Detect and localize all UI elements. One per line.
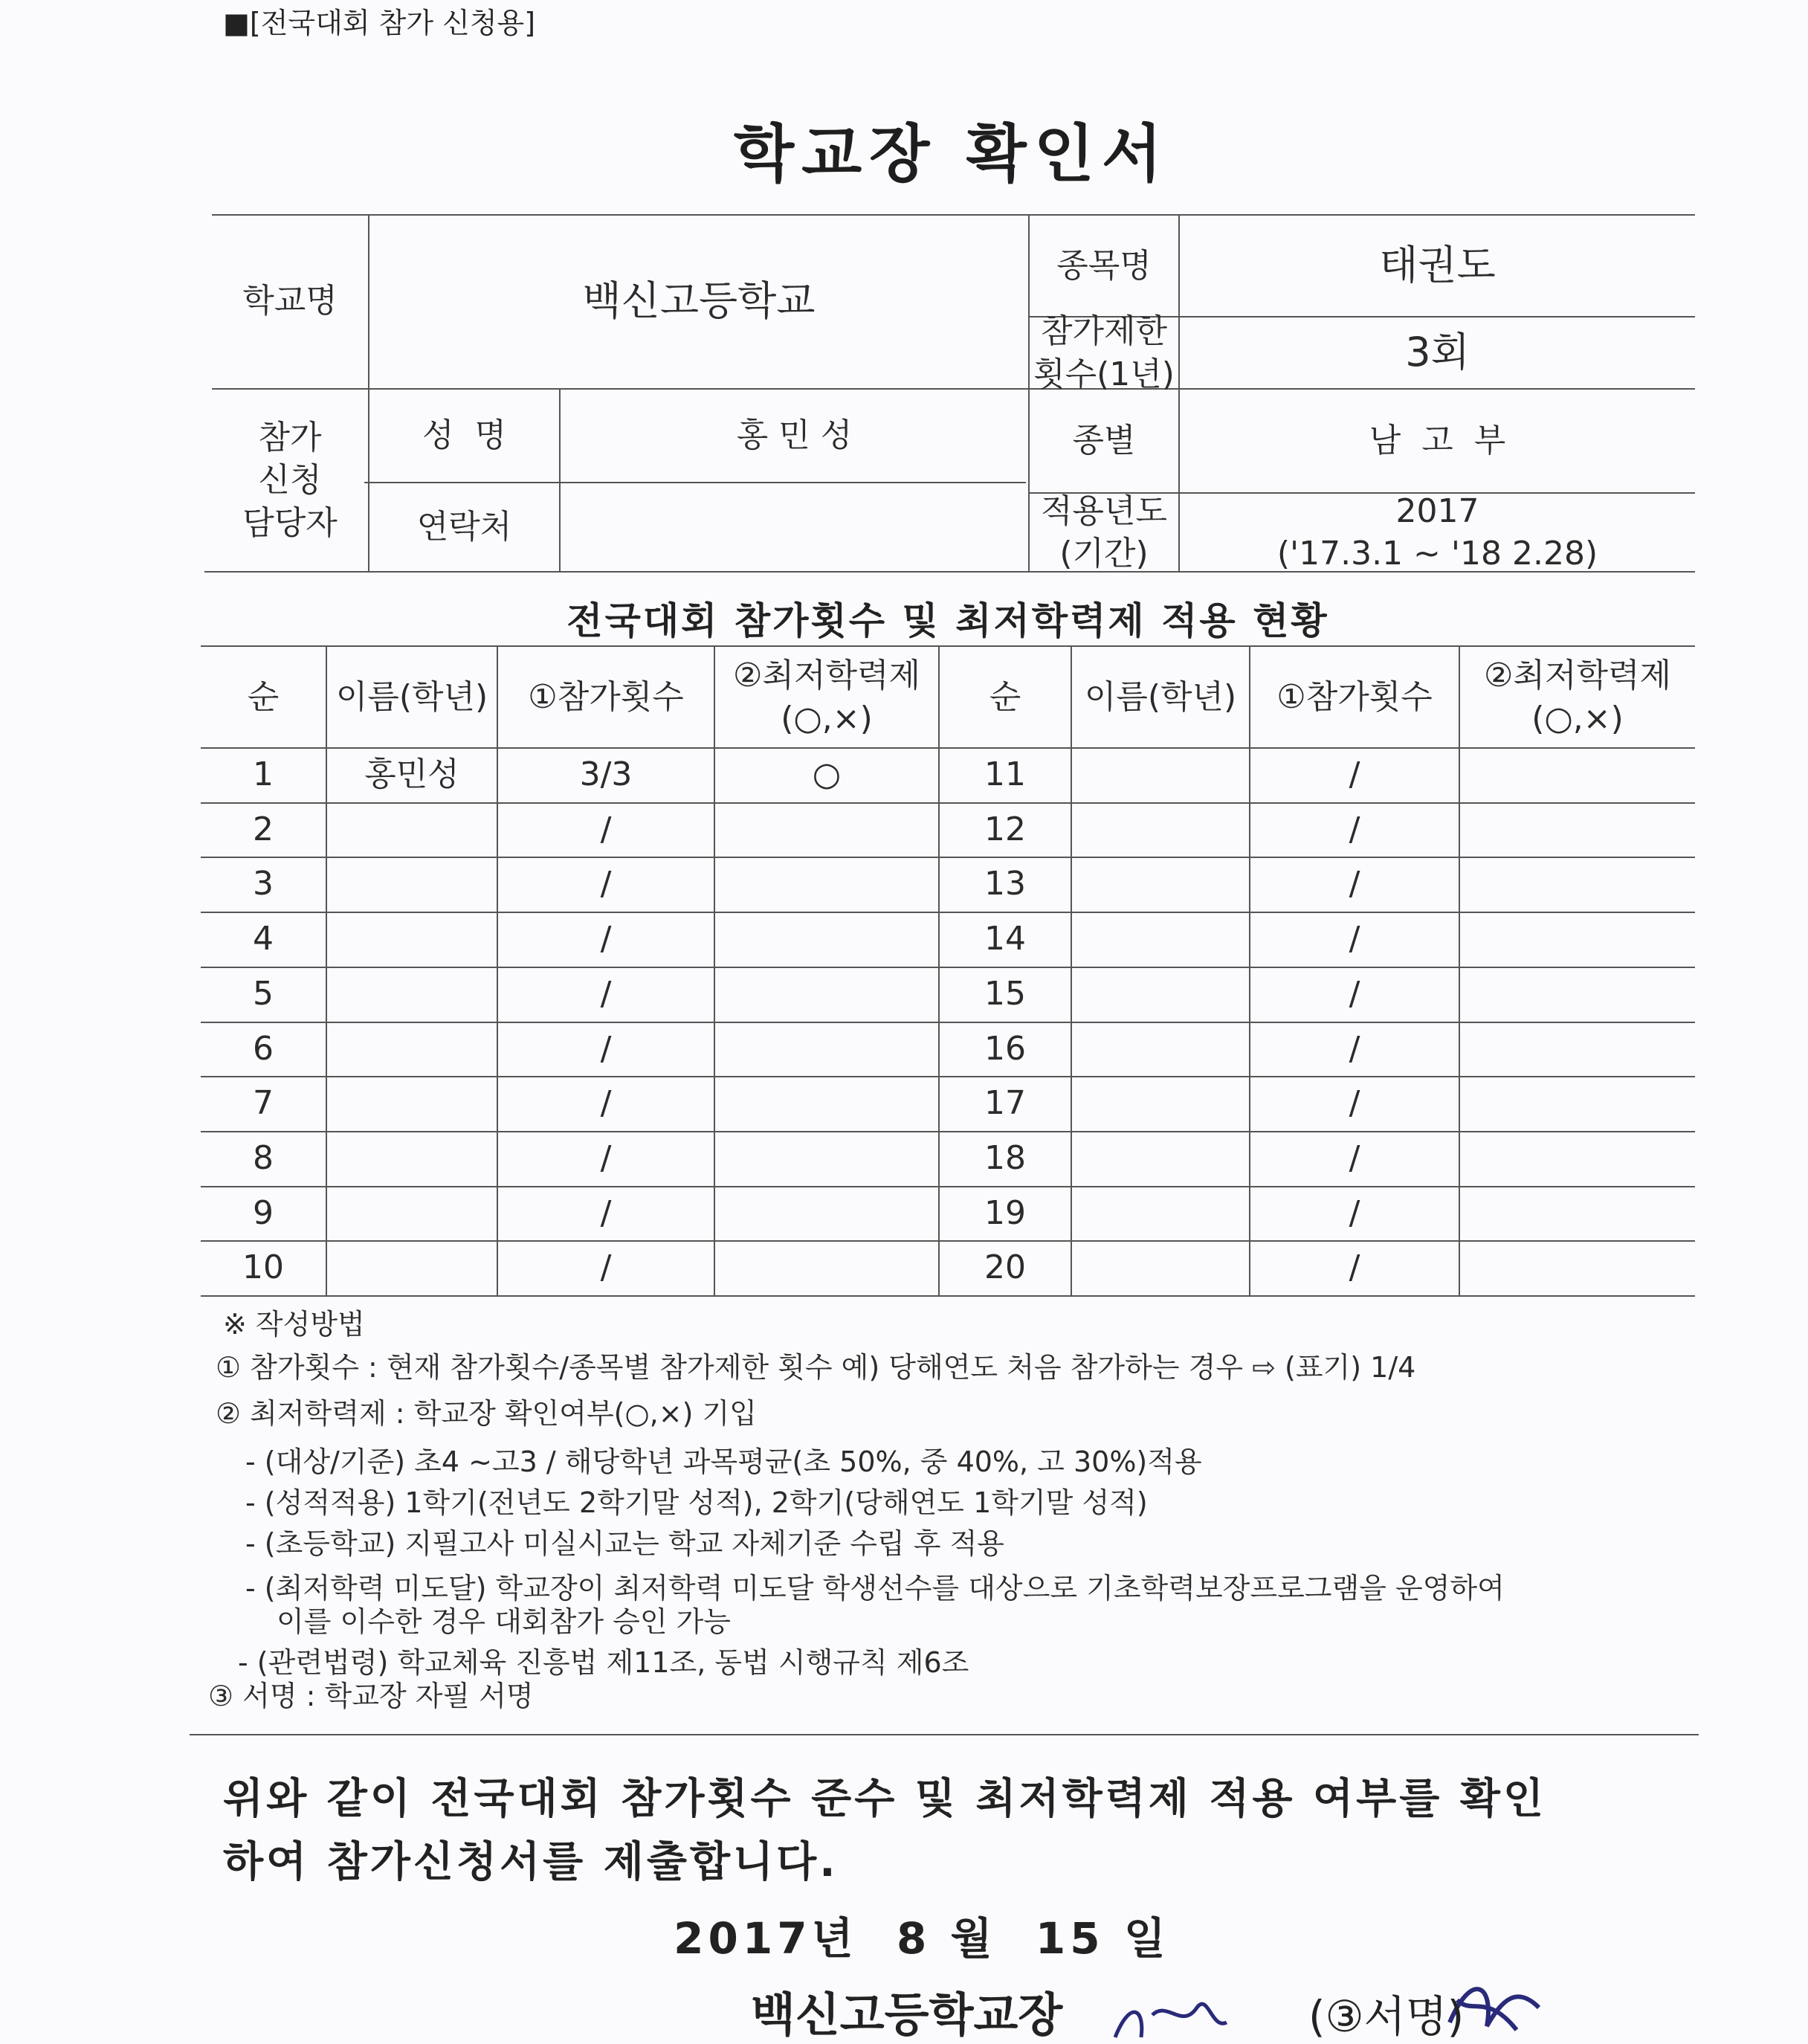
statement-line-1: 위와 같이 전국대회 참가횟수 준수 및 최저학력제 적용 여부를 확인 — [223, 1775, 1547, 1823]
header-count-right: ①참가횟수 — [1276, 677, 1433, 716]
table-cell-left-count: / — [600, 920, 612, 958]
table-cell-left-grade — [715, 967, 938, 1022]
table-cell-left-no: 7 — [253, 1084, 274, 1123]
note-line-8: - (관련법령) 학교체육 진흥법 제11조, 동법 시행규칙 제6조 — [238, 1646, 969, 1679]
table-cell-right-count: / — [1349, 1139, 1360, 1178]
table-cell-left-no: 2 — [253, 810, 274, 849]
table-cell-left-grade — [715, 1186, 938, 1241]
signature-label: (③서명) — [1308, 1991, 1465, 2042]
table-cell-left-count: / — [600, 1139, 612, 1178]
table-cell-left-count: / — [600, 1248, 612, 1287]
table-cell-right-no: 13 — [984, 865, 1026, 903]
note-line-4: - (성적적용) 1학기(전년도 2학기말 성적), 2학기(당해연도 1학기말 성적) — [245, 1486, 1148, 1519]
table-cell-right-no: 18 — [984, 1139, 1026, 1178]
table-cell-left-grade — [715, 912, 938, 967]
table-cell-left-no: 1 — [253, 755, 274, 794]
table-cell-right-no: 11 — [984, 755, 1026, 794]
applied-year-value-line1: 2017 — [1395, 491, 1479, 530]
table-cell-left-name — [327, 1186, 497, 1241]
table-cell-right-grade — [1460, 857, 1695, 912]
table-cell-right-no: 17 — [984, 1084, 1026, 1123]
table-cell-right-name — [1072, 1076, 1249, 1131]
table-cell-right-count: / — [1349, 1248, 1360, 1287]
table-cell-right-no: 16 — [984, 1030, 1026, 1068]
table-cell-left-no: 6 — [253, 1030, 274, 1068]
table-cell-left-no: 9 — [253, 1194, 274, 1233]
table-cell-left-grade: ○ — [812, 755, 842, 794]
table-cell-left-grade — [715, 1022, 938, 1077]
table-cell-right-count: / — [1349, 1030, 1360, 1068]
applied-year-period: ('17.3.1 ~ '18 2.28) — [1276, 535, 1598, 573]
table-cell-left-name — [327, 1240, 497, 1295]
table-cell-right-count: / — [1349, 755, 1360, 794]
table-cell-left-count: / — [600, 1030, 612, 1068]
school-name-label: 학교명 — [242, 282, 338, 320]
contact-person-label-line2: 신청 — [258, 461, 322, 500]
table-cell-right-name — [1072, 1186, 1249, 1241]
note-line-5: - (초등학교) 지필고사 미실시교는 학교 자체기준 수립 후 적용 — [245, 1527, 1004, 1560]
header-min-grade-left-line2: (○,×) — [781, 699, 873, 738]
table-cell-right-name — [1072, 1131, 1249, 1186]
table-cell-left-no: 5 — [253, 975, 274, 1013]
division-label: 종별 — [1072, 422, 1136, 460]
table-cell-left-no: 4 — [253, 920, 274, 958]
statement-line-2: 하여 참가신청서를 제출합니다. — [223, 1838, 839, 1886]
form-type-tag: ■[전국대회 참가 신청용] — [223, 7, 536, 39]
note-line-2: ② 최저학력제 : 학교장 확인여부(○,×) 기입 — [216, 1397, 757, 1430]
table-cell-right-count: / — [1349, 1084, 1360, 1123]
table-cell-left-name — [327, 1076, 497, 1131]
table-cell-left-name — [327, 857, 497, 912]
person-name-label: 성 명 — [422, 416, 506, 455]
table-cell-left-count: / — [600, 975, 612, 1013]
applied-year-label-line2: (기간) — [1059, 535, 1149, 573]
applied-year-label-line1: 적용년도 — [1040, 491, 1167, 530]
table-cell-right-grade — [1460, 1240, 1695, 1295]
header-min-grade-left-line1: ②최저학력제 — [733, 657, 920, 695]
table-cell-right-name — [1072, 802, 1249, 857]
table-cell-left-grade — [715, 1240, 938, 1295]
event-value: 태권도 — [1379, 242, 1496, 289]
participation-limit-label-line2: 횟수(1년) — [1033, 355, 1175, 393]
notes-heading: ※ 작성방법 — [223, 1308, 365, 1341]
contact-person-label — [212, 390, 368, 571]
document-title: 학교장 확인서 — [733, 117, 1170, 190]
applied-year-value — [1180, 491, 1695, 573]
table-cell-right-grade — [1460, 1076, 1695, 1131]
school-name-value: 백신고등학교 — [582, 277, 816, 324]
participation-limit-label — [1030, 312, 1178, 393]
table-cell-left-count: / — [600, 865, 612, 903]
table-cell-right-grade — [1460, 1131, 1695, 1186]
signing-date: 2017년 8 월 15 일 — [674, 1913, 1170, 1964]
phone-label: 연락처 — [416, 508, 512, 547]
table-cell-right-grade — [1460, 1186, 1695, 1241]
principal-title: 백신고등학교장 — [751, 1987, 1063, 2042]
table-cell-right-name — [1072, 967, 1249, 1022]
table-cell-left-grade — [715, 857, 938, 912]
table-cell-left-count: / — [600, 1084, 612, 1123]
note-line-6: - (최저학력 미도달) 학교장이 최저학력 미도달 학생선수를 대상으로 기초학력보장프로그램을 운영하여 — [245, 1572, 1505, 1605]
table-cell-right-name — [1072, 1022, 1249, 1077]
table-cell-left-name — [327, 802, 497, 857]
table-cell-left-name — [327, 967, 497, 1022]
header-min-grade-right-line2: (○,×) — [1531, 699, 1624, 738]
table-cell-right-no: 12 — [984, 810, 1026, 849]
table-cell-right-count: / — [1349, 1194, 1360, 1233]
table-cell-left-no: 10 — [242, 1248, 284, 1287]
table-cell-left-count: / — [600, 1194, 612, 1233]
applied-year-label — [1030, 491, 1178, 573]
division-value: 남 고 부 — [1369, 422, 1506, 460]
table-cell-right-grade — [1460, 967, 1695, 1022]
phone-value — [561, 483, 1028, 571]
header-name-left: 이름(학년) — [335, 677, 488, 716]
note-line-1: ① 참가횟수 : 현재 참가횟수/종목별 참가제한 횟수 예) 당해연도 처음 참가하는 경우 ⇨ (표기) 1/4 — [216, 1351, 1416, 1384]
note-line-7: 이를 이수한 경우 대회참가 승인 가능 — [277, 1605, 732, 1638]
header-no-left: 순 — [247, 677, 280, 716]
participation-limit-value: 3회 — [1405, 329, 1470, 376]
table-cell-left-count: / — [600, 810, 612, 849]
participation-limit-label-line1: 참가제한 — [1040, 312, 1167, 351]
header-min-grade-right — [1460, 647, 1695, 747]
contact-person-label-line3: 담당자 — [242, 503, 338, 542]
table-cell-right-count: / — [1349, 920, 1360, 958]
header-count-left: ①참가횟수 — [528, 677, 684, 716]
table-cell-left-no: 3 — [253, 865, 274, 903]
table-cell-right-count: / — [1349, 865, 1360, 903]
table-cell-right-grade — [1460, 912, 1695, 967]
table-cell-right-grade — [1460, 802, 1695, 857]
section-title: 전국대회 참가횟수 및 최저학력제 적용 현황 — [566, 599, 1329, 642]
table-cell-right-no: 19 — [984, 1194, 1026, 1233]
table-cell-left-count: 3/3 — [579, 755, 633, 794]
table-cell-left-name — [327, 1022, 497, 1077]
table-cell-left-name — [327, 1131, 497, 1186]
table-cell-right-no: 14 — [984, 920, 1026, 958]
table-cell-right-no: 20 — [984, 1248, 1026, 1287]
header-no-right: 순 — [989, 677, 1021, 716]
table-cell-right-grade — [1460, 1022, 1695, 1077]
table-cell-left-grade — [715, 1076, 938, 1131]
table-cell-right-grade — [1460, 747, 1695, 802]
event-label: 종목명 — [1056, 246, 1152, 285]
header-name-right: 이름(학년) — [1084, 677, 1237, 716]
header-min-grade-right-line1: ②최저학력제 — [1484, 657, 1671, 695]
table-cell-left-grade — [715, 802, 938, 857]
table-cell-right-name — [1072, 857, 1249, 912]
contact-person-label-line1: 참가 — [258, 419, 322, 457]
note-line-9: ③ 서명 : 학교장 자필 서명 — [208, 1680, 534, 1712]
person-name-value: 홍 민 성 — [736, 416, 853, 455]
table-cell-right-count: / — [1349, 975, 1360, 1013]
table-cell-left-grade — [715, 1131, 938, 1186]
table-cell-right-no: 15 — [984, 975, 1026, 1013]
note-line-3: - (대상/기준) 초4 ~고3 / 해당학년 과목평균(초 50%, 중 40%, 고 30%)적용 — [245, 1445, 1202, 1478]
table-cell-right-name — [1072, 1240, 1249, 1295]
table-cell-right-name — [1072, 912, 1249, 967]
table-cell-left-name: 홍민성 — [364, 755, 459, 794]
table-cell-left-no: 8 — [253, 1139, 274, 1178]
table-cell-right-name — [1072, 747, 1249, 802]
header-min-grade-left — [715, 647, 938, 747]
table-cell-right-count: / — [1349, 810, 1360, 849]
table-cell-left-name — [327, 912, 497, 967]
